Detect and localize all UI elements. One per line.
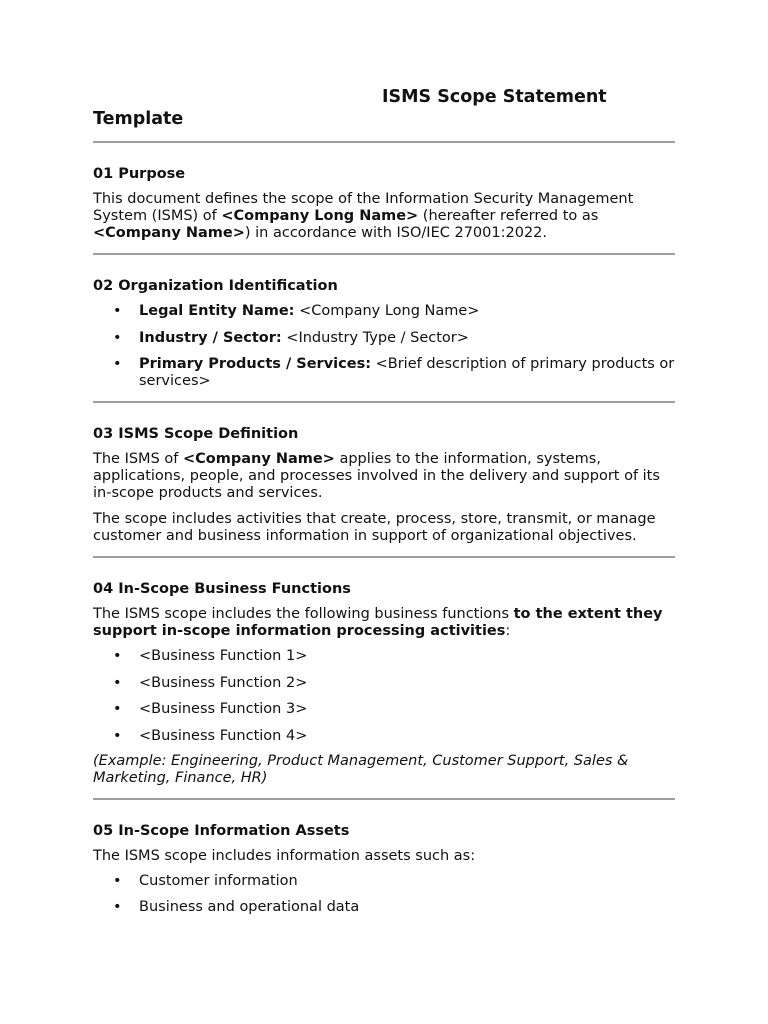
list-item [93, 899, 675, 916]
section-divider [93, 798, 675, 800]
intro-bold-text: to the extent they support in-scope information processing activities [93, 606, 663, 639]
item-value: <Industry Type / Sector> [281, 329, 469, 346]
purpose-text: (hereafter referred to as [418, 208, 599, 224]
list-item [93, 330, 675, 347]
business-functions-intro [93, 606, 675, 640]
scope-paragraph [93, 451, 675, 502]
information-assets-list [93, 873, 675, 917]
section-heading-organization: 02 Organization Identification [93, 278, 338, 294]
company-name-placeholder: <Company Name> [93, 225, 245, 241]
item-value: <Brief description of primary products or services> [139, 356, 675, 389]
item-text: <Business Function 4> [139, 727, 308, 744]
item-label: Industry / Sector: [139, 329, 282, 346]
section-organization [93, 277, 675, 390]
section-divider [93, 556, 675, 558]
list-item [93, 873, 675, 890]
document-content [93, 86, 675, 916]
section-scope-definition [93, 425, 675, 545]
section-heading-scope-definition: 03 ISMS Scope Definition [93, 426, 299, 442]
item-value: <Company Long Name> [294, 303, 480, 319]
scope-text: The ISMS of [93, 451, 183, 467]
section-purpose [93, 165, 675, 242]
scope-paragraph: The scope includes activities that create, process, store, transmit, or manage customer and business information in support of organizational objectives. [93, 511, 656, 544]
purpose-paragraph [93, 191, 675, 242]
business-functions-list [93, 648, 675, 745]
bullet-icon: • [113, 356, 122, 372]
item-text: Customer information [139, 872, 298, 889]
purpose-text: This document defines the scope of the Information Security Management System (ISMS) of [93, 191, 634, 224]
document-title: ISMS Scope Statement Template [93, 87, 607, 129]
company-long-name-placeholder: <Company Long Name> [221, 208, 419, 224]
section-business-functions [93, 580, 675, 787]
list-item [93, 675, 675, 692]
section-divider [93, 253, 675, 255]
bullet-icon: • [113, 674, 122, 691]
list-item [93, 356, 675, 390]
bullet-icon: • [113, 701, 122, 717]
section-divider [93, 141, 675, 143]
intro-end: : [505, 623, 511, 639]
item-text: <Business Function 1> [139, 648, 308, 664]
list-item [93, 303, 675, 320]
item-label: Legal Entity Name: [139, 303, 295, 319]
scope-text: applies to the information, systems, applications, people, and processes involved in the delivery and support of its in-scope products and services. [93, 451, 660, 501]
section-heading-information-assets: 05 In-Scope Information Assets [93, 822, 350, 839]
organization-list [93, 303, 675, 390]
list-item [93, 648, 675, 665]
bullet-icon: • [113, 727, 122, 744]
section-divider [93, 401, 675, 403]
item-text: <Business Function 2> [139, 674, 308, 691]
section-heading-business-functions: 04 In-Scope Business Functions [93, 581, 351, 597]
purpose-text: ) in accordance with ISO/IEC 27001:2022. [244, 225, 548, 241]
bullet-icon: • [113, 329, 122, 346]
item-text: <Business Function 3> [139, 701, 308, 717]
section-heading-purpose: 01 Purpose [93, 166, 186, 182]
company-name-placeholder: <Company Name> [182, 451, 335, 467]
bullet-icon: • [113, 899, 122, 915]
list-item [93, 728, 675, 745]
section-information-assets [93, 822, 675, 917]
intro-text: The ISMS scope includes the following business functions [93, 606, 514, 622]
list-item [93, 701, 675, 718]
item-label: Primary Products / Services: [139, 356, 371, 372]
bullet-icon: • [113, 872, 122, 889]
bullet-icon: • [113, 648, 122, 664]
information-assets-intro: The ISMS scope includes information assets such as: [93, 847, 476, 864]
item-text: Business and operational data [139, 899, 360, 915]
bullet-icon: • [113, 303, 122, 319]
business-functions-example: (Example: Engineering, Product Management, Customer Support, Sales & Marketing, Finance, HR) [93, 752, 629, 786]
